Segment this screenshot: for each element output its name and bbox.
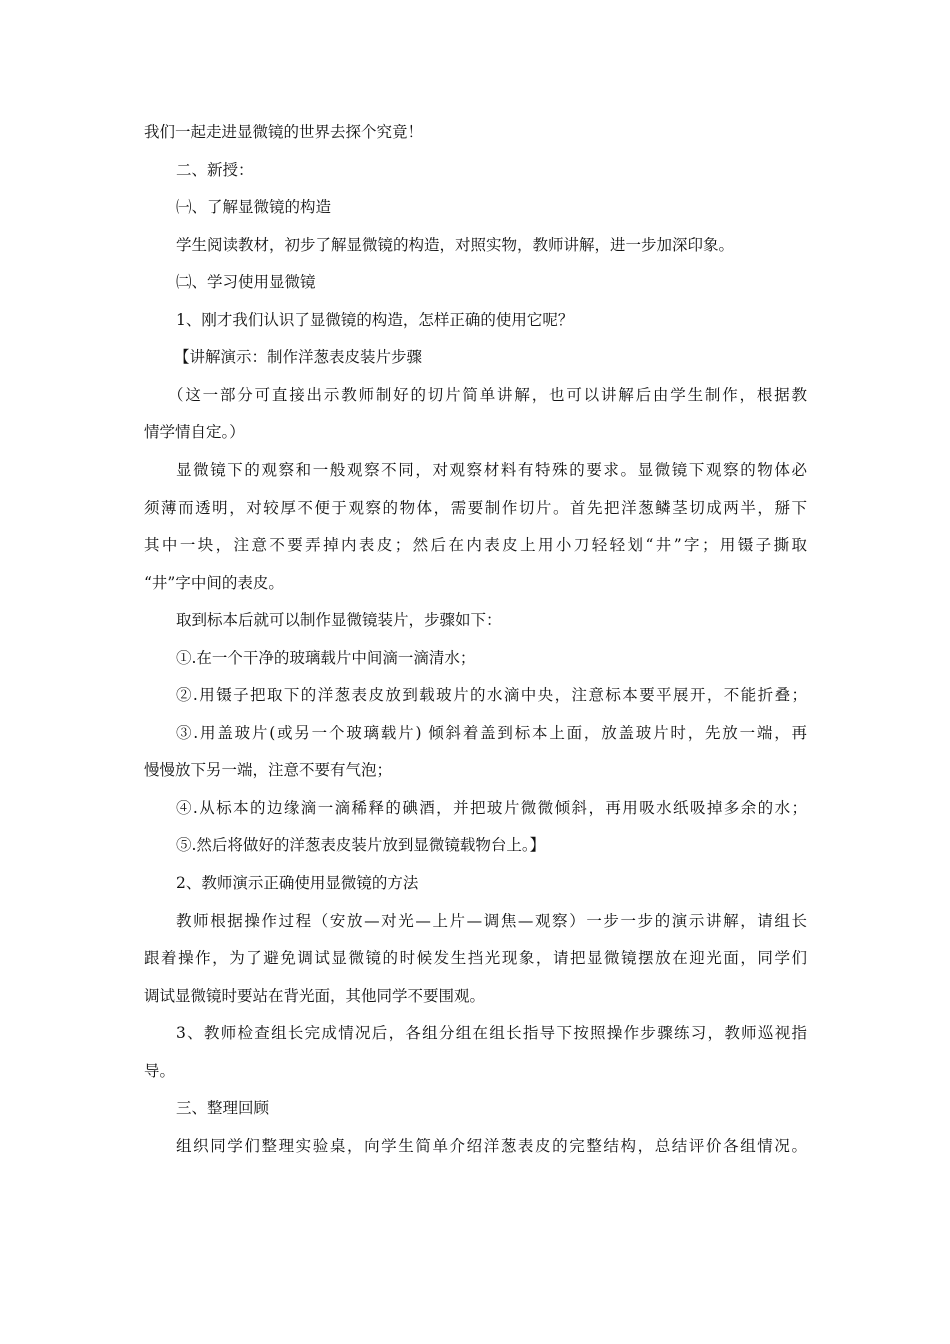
text-line: 2、教师演示正确使用显微镜的方法 (176, 874, 419, 892)
text-line: ⑤.然后将做好的洋葱表皮装片放到显微镜载物台上。】 (176, 836, 546, 855)
text-line: 其中一块，注意不要弄掉内表皮；然后在内表皮上用小刀轻轻划“井”字；用镊子撕取 (144, 536, 807, 555)
text-line: ②.用镊子把取下的洋葱表皮放到载玻片的水滴中央，注意标本要平展开，不能折叠； (176, 686, 807, 705)
text-line: ①.在一个干净的玻璃载片中间滴一滴清水； (176, 648, 476, 667)
text-line: ㈡、学习使用显微镜 (176, 273, 316, 292)
text-line: 我们一起走进显微镜的世界去探个究竟！ (144, 123, 424, 141)
text-line: 调试显微镜时要站在背光面，其他同学不要围观。 (144, 986, 486, 1005)
text-line: 教师根据操作过程（安放—对光—上片—调焦—观察）一步一步的演示讲解，请组长 (176, 911, 807, 930)
text-line: 3、教师检查组长完成情况后，各组分组在组长指导下按照操作步骤练习，教师巡视指 (176, 1024, 807, 1043)
text-line: 组织同学们整理实验桌，向学生简单介绍洋葱表皮的完整结构，总结评价各组情况。 (176, 1136, 807, 1155)
text-line: ㈠、了解显微镜的构造 (176, 198, 332, 217)
text-line: 显微镜下的观察和一般观察不同，对观察材料有特殊的要求。显微镜下观察的物体必 (176, 460, 807, 479)
text-line: 导。 (144, 1061, 176, 1080)
text-line: 三、整理回顾 (176, 1099, 270, 1118)
text-line: 【讲解演示：制作洋葱表皮装片步骤 (174, 348, 423, 367)
text-line: 1、刚才我们认识了显微镜的构造，怎样正确的使用它呢？ (176, 310, 574, 329)
text-line: ③.用盖玻片(或另一个玻璃载片) 倾斜着盖到标本上面，放盖玻片时，先放一端，再 (176, 723, 807, 742)
text-line: 二、新授： (176, 160, 254, 179)
text-line: 跟着操作，为了避免调试显微镜的时候发生挡光现象，请把显微镜摆放在迎光面，同学们 (144, 949, 807, 968)
text-line: 取到标本后就可以制作显微镜装片，步骤如下： (176, 611, 502, 630)
text-line: （这一部分可直接出示教师制好的切片简单讲解，也可以讲解后由学生制作，根据教 (168, 385, 807, 404)
text-line: 学生阅读教材，初步了解显微镜的构造，对照实物，教师讲解，进一步加深印象。 (176, 235, 735, 254)
text-line: ④.从标本的边缘滴一滴稀释的碘酒，并把玻片微微倾斜，再用吸水纸吸掉多余的水； (176, 798, 807, 817)
text-line: 慢慢放下另一端，注意不要有气泡； (144, 761, 393, 780)
text-line: 情学情自定。） (144, 423, 245, 442)
text-line: 须薄而透明，对较厚不便于观察的物体，需要制作切片。首先把洋葱鳞茎切成两半，掰下 (144, 498, 807, 517)
text-line: “井”字中间的表皮。 (144, 573, 284, 592)
